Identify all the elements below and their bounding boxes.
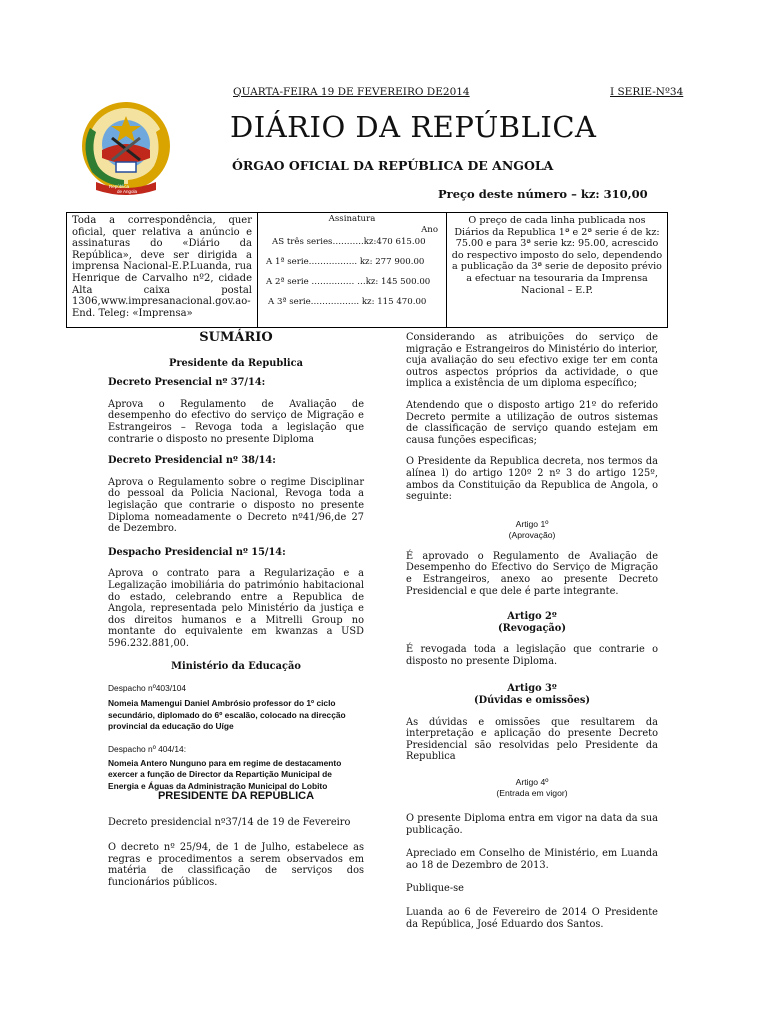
order-title: Despacho Presidencial nº 15/14: (108, 546, 286, 558)
correspondence-text: Toda a correspondência, quer oficial, quer relativa a anúncio e assinaturas do «Diário da República», deve ser dirigida a imprensa Nacional-E.P.Luanda, rua Henrique de Carvalho nº2, cidade Alta caixa postal 1306,www.impresanacional.gov.ao- End. Teleg: «Imprensa» (72, 215, 252, 319)
emblem-ribbon-text-2: de Angola (117, 189, 138, 194)
issue-series: I SERIE-Nº34 (610, 86, 684, 98)
article-subtitle: (Entrada em vigor) (496, 788, 568, 799)
decree-title: Decreto Presencial nº 37/14: (108, 377, 266, 389)
subscription-row-label: A 1ª serie…………….. (266, 257, 358, 267)
page-title: DIÁRIO DA REPÚBLICA (230, 110, 597, 144)
signature-line: Luanda ao 6 de Fevereiro de 2014 O Presidente da República, José Eduardo dos Santos. (406, 907, 658, 930)
subscription-row-label: AS três series……….. (272, 237, 364, 247)
issue-date: QUARTA-FEIRA 19 DE FEVEREIRO DE2014 (233, 86, 470, 98)
summary-heading: SUMÁRIO (199, 330, 273, 345)
subscription-row-label: A 2ª serie …………… … (266, 277, 366, 287)
council-approval: Apreciado em Conselho de Ministério, em Luanda ao 18 de Dezembro de 2013. (406, 848, 658, 871)
subscription-row-value: kz:470 615.00 (363, 237, 426, 247)
subscription-row (268, 297, 440, 307)
article-text: É aprovado o Regulamento de Avaliação de Desempenho do Efectivo do Serviço de Migração e Estrangeiros, anexo ao presente Decreto Presidencial e que dele é parte integrante. (406, 550, 658, 597)
article-text: O presente Diploma entra em vigor na data da sua publicação. (406, 813, 658, 836)
subscription-heading: Assinatura (328, 214, 376, 224)
section-heading-ministerio: Ministério da Educação (171, 661, 301, 673)
subscription-box (257, 212, 447, 328)
angola-coat-of-arms-icon (66, 98, 186, 198)
subscription-row (272, 237, 440, 247)
right-column (406, 332, 658, 930)
article-subtitle: (Aprovação) (508, 529, 556, 540)
page-subtitle: ÓRGAO OFICIAL DA REPÚBLICA DE ANGOLA (232, 158, 554, 173)
paragraph: O Presidente da Republica decreta, nos termos da alínea l) do artigo 120º 2 nº 3 do artigo 125º, ambos da Constituição da Republica de Angola, o seguinte: (406, 456, 658, 503)
paragraph: Atendendo que o disposto artigo 21º do referido Decreto permite a utilização de outros sistemas de classificação de serviço quando estejam em causa funções especificas; (406, 399, 658, 446)
section-heading-presidente: Presidente da Republica (169, 357, 303, 369)
order-title: Despacho nº403/104 (108, 683, 187, 694)
correspondence-box (66, 212, 258, 328)
article-title: Artigo 4º (515, 777, 549, 788)
emblem-ribbon-text: República (109, 184, 130, 189)
issue-price: Preço deste número – kz: 310,00 (438, 187, 648, 201)
subscription-row-label: A 3ª serie…………….. (268, 297, 360, 307)
section-heading-presidente-caps: PRESIDENTE DA REPUBLICA (157, 789, 315, 802)
paragraph: Considerando as atribuições do serviço de migração e Estrangeiros do Ministério do interior, cuja avaliação do seu efectivo exige ter em conta outros aspectos próprios da actividade, o que implica a existência de um diploma específico; (406, 332, 658, 390)
order-summary: Nomeia Antero Nunguno para em regime de destacamento exercer a função de Director da Repartição Municipal de Energia e Águas da Administração Municipal do Lobito (108, 757, 342, 791)
order-summary: Nomeia Mamengui Daniel Ambrósio professor do 1º ciclo secundário, diplomado do 6º escalão, colocado na direcção provincial da educação do Uíge (108, 698, 346, 732)
subscription-row (266, 257, 440, 267)
order-title: Despacho nº 404/14: (108, 744, 187, 755)
article-title: Artigo 2º (507, 611, 557, 623)
decree-reference: Decreto presidencial nº37/14 de 19 de Fevereiro (108, 816, 351, 828)
article-subtitle: (Dúvidas e omissões) (473, 695, 590, 707)
decree-summary: Aprova o Regulamento sobre o regime Disciplinar do pessoal da Policia Nacional, Revoga toda a legislação que contrarie o disposto no presente Diploma nomeadamente o Decreto nº41/96,de 27 de Dezembro. (108, 476, 364, 535)
article-title: Artigo 1º (515, 518, 549, 529)
subscription-row-value: kz: 145 500.00 (365, 277, 431, 287)
decree-summary: Aprova o Regulamento de Avaliação de desempenho do efectivo do serviço de Migração e Estrangeiros – Revoga toda a legislação que contrarie o disposto no presente Diploma (108, 398, 364, 445)
subscription-row-value: kz: 115 470.00 (361, 297, 427, 307)
article-title: Artigo 3º (507, 683, 557, 695)
decree-body: O decreto nº 25/94, de 1 de Julho, estabelece as regras e procedimentos a serem observados em matéria de classificação de serviços dos funcionários públicos. (108, 842, 364, 888)
left-column (108, 332, 364, 888)
article-text: As dúvidas e omissões que resultarem da interpretação e aplicação do presente Decreto Presidencial são resolvidas pelo Presidente da Republica (406, 716, 658, 763)
order-summary: Aprova o contrato para a Regularização e a Legalização imobiliária do património habitacional do estado, celebrando entre a Republica de Angola, representada pelo Ministério da justiça e dos direitos humanos e a Mitrelli Group no montante do equivalente em kwanzas a USD 596.232.881,00. (108, 568, 364, 649)
decree-title: Decreto Presidencial nº 38/14: (108, 455, 276, 467)
article-text: É revogada toda a legislação que contrarie o disposto no presente Diploma. (406, 644, 658, 667)
publication-order: Publique-se (406, 883, 464, 895)
subscription-year-label: Ano (421, 225, 438, 235)
article-subtitle: (Revogação) (498, 622, 566, 634)
price-note-box (446, 212, 668, 328)
subscription-row-value: kz: 277 900.00 (359, 257, 425, 267)
price-note-text: O preço de cada linha publicada nos Diários da Republica 1ª e 2ª serie é de kz: 75.00 e para 3ª serie kz: 95.00, acrescido do respectivo imposto do selo, dependendo a publicação da 3ª serie de deposito prévio a efectuar na tesouraria da Imprensa Nacional – E.P. (451, 215, 663, 296)
subscription-row (266, 277, 440, 287)
